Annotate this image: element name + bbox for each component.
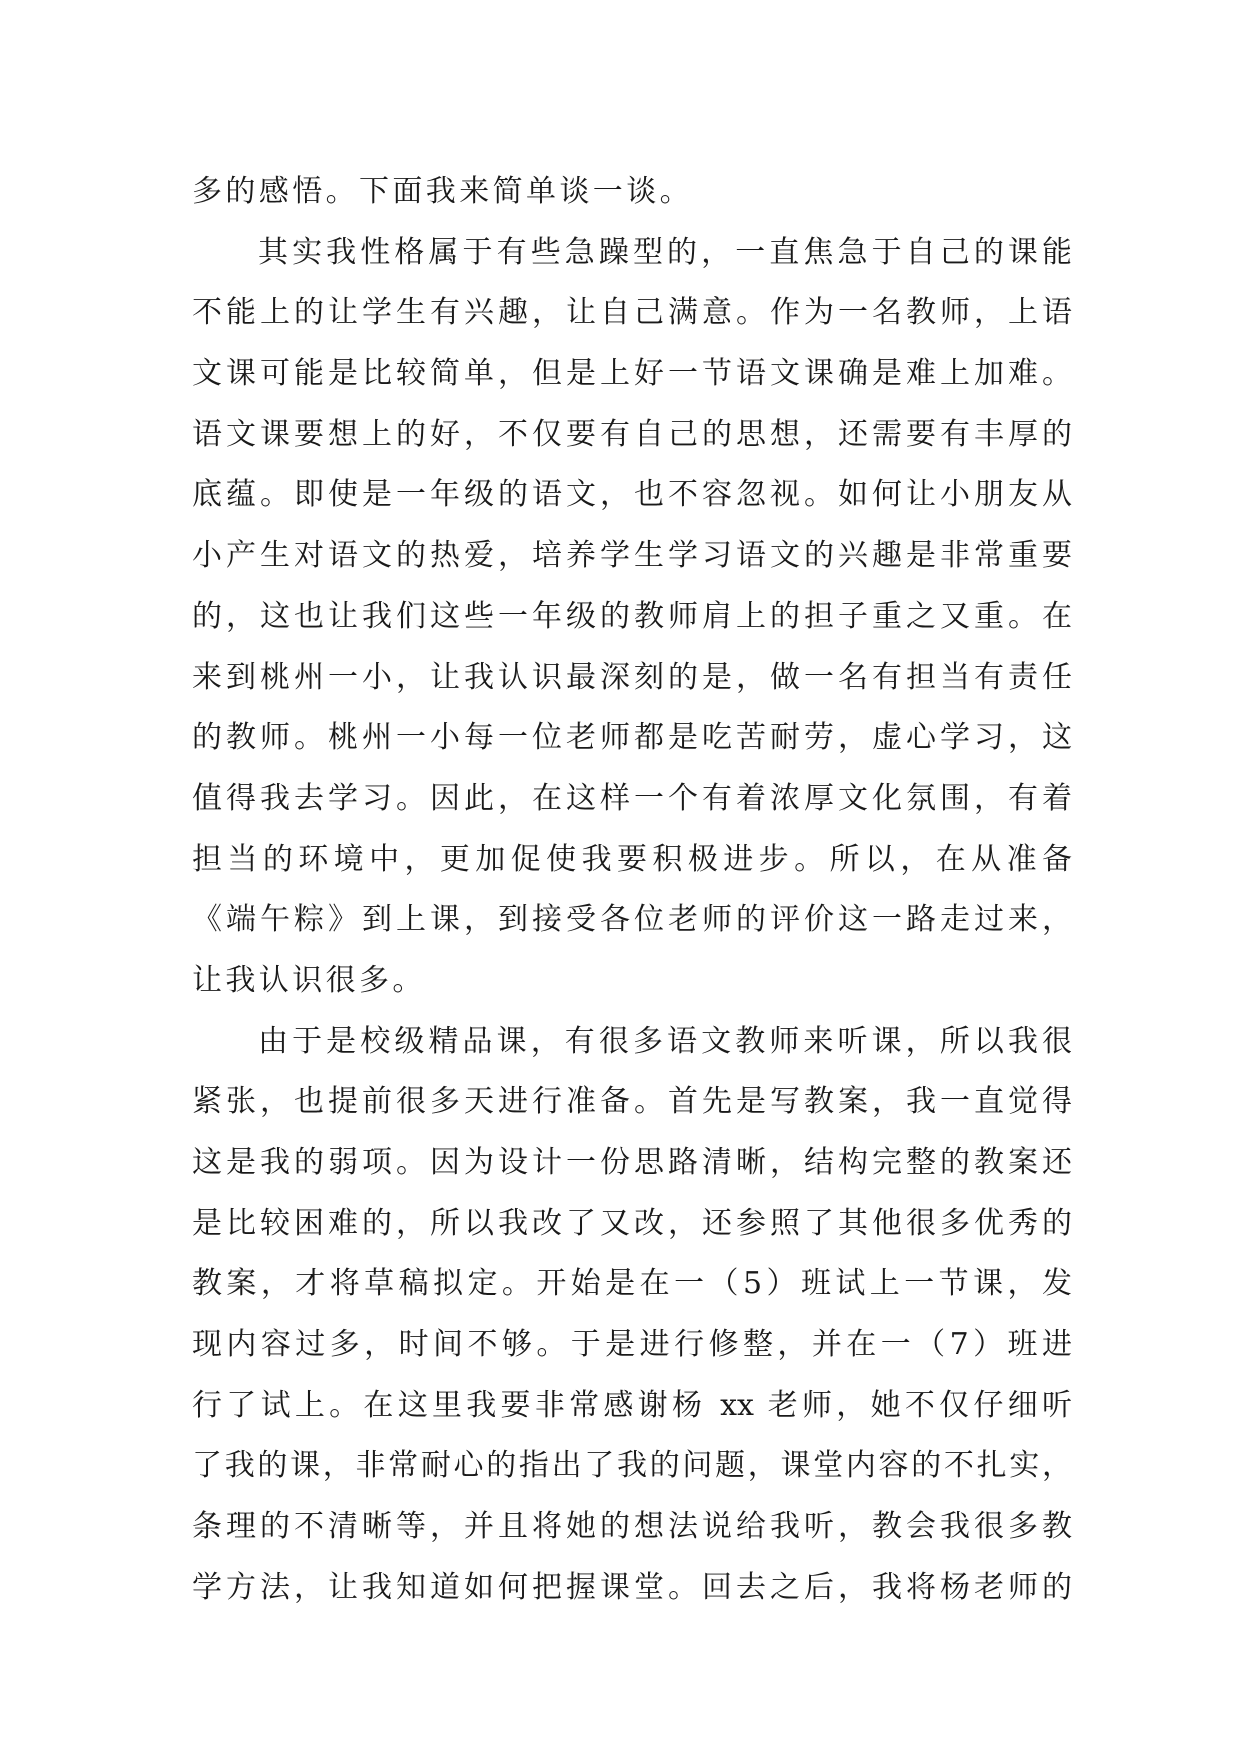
text-line: 来到桃州一小，让我认识最深刻的是，做一名有担当有责任 — [192, 659, 1072, 695]
text-line: 文课可能是比较简单，但是上好一节语文课确是难上加难。 — [192, 356, 1072, 392]
text-line: 小产生对语文的热爱，培养学生学习语文的兴趣是非常重要 — [192, 538, 1072, 574]
text-line: 紧张，也提前很多天进行准备。首先是写教案，我一直觉得 — [192, 1084, 1072, 1120]
text-line: 《端午粽》到上课，到接受各位老师的评价这一路走过来， — [192, 902, 1072, 938]
text-line: 这是我的弱项。因为设计一份思路清晰，结构完整的教案还 — [192, 1145, 1072, 1180]
text-line: 的教师。桃州一小每一位老师都是吃苦耐劳，虚心学习，这 — [192, 720, 1072, 756]
text-line: 条理的不清晰等，并且将她的想法说给我听，教会我很多教 — [192, 1509, 1072, 1545]
text-line: 行了试上。在这里我要非常感谢杨 xx 老师，她不仅仔细听 — [192, 1387, 1072, 1423]
text-line: 担当的环境中，更加促使我要积极进步。所以，在从准备 — [192, 841, 1072, 877]
text-line: 学方法，让我知道如何把握课堂。回去之后，我将杨老师的 — [192, 1569, 1072, 1605]
text-line: 语文课要想上的好，不仅要有自己的思想，还需要有丰厚的 — [192, 416, 1072, 452]
paragraph — [192, 1012, 1072, 1619]
text-line: 不能上的让学生有兴趣，让自己满意。作为一名教师，上语 — [192, 295, 1072, 331]
text-line: 教案，才将草稿拟定。开始是在一（5）班试上一节课，发 — [192, 1266, 1072, 1302]
paragraph — [192, 223, 1072, 1012]
text-line: 由于是校级精品课，有很多语文教师来听课，所以我很 — [258, 1023, 1072, 1059]
text-line: 的，这也让我们这些一年级的教师肩上的担子重之又重。在 — [192, 598, 1072, 634]
paragraph — [192, 162, 1072, 223]
text-line: 了我的课，非常耐心的指出了我的问题，课堂内容的不扎实， — [192, 1448, 1072, 1484]
text-line: 是比较困难的，所以我改了又改，还参照了其他很多优秀的 — [192, 1205, 1072, 1241]
text-line: 多的感悟。下面我来简单谈一谈。 — [192, 174, 693, 209]
text-line: 底蕴。即使是一年级的语文，也不容忽视。如何让小朋友从 — [192, 477, 1072, 513]
text-line: 其实我性格属于有些急躁型的，一直焦急于自己的课能 — [258, 234, 1072, 270]
body-text — [192, 162, 1072, 1619]
text-line: 现内容过多，时间不够。于是进行修整，并在一（7）班进 — [192, 1327, 1072, 1363]
text-line: 值得我去学习。因此，在这样一个有着浓厚文化氛围，有着 — [192, 780, 1072, 816]
text-line: 让我认识很多。 — [192, 962, 426, 998]
